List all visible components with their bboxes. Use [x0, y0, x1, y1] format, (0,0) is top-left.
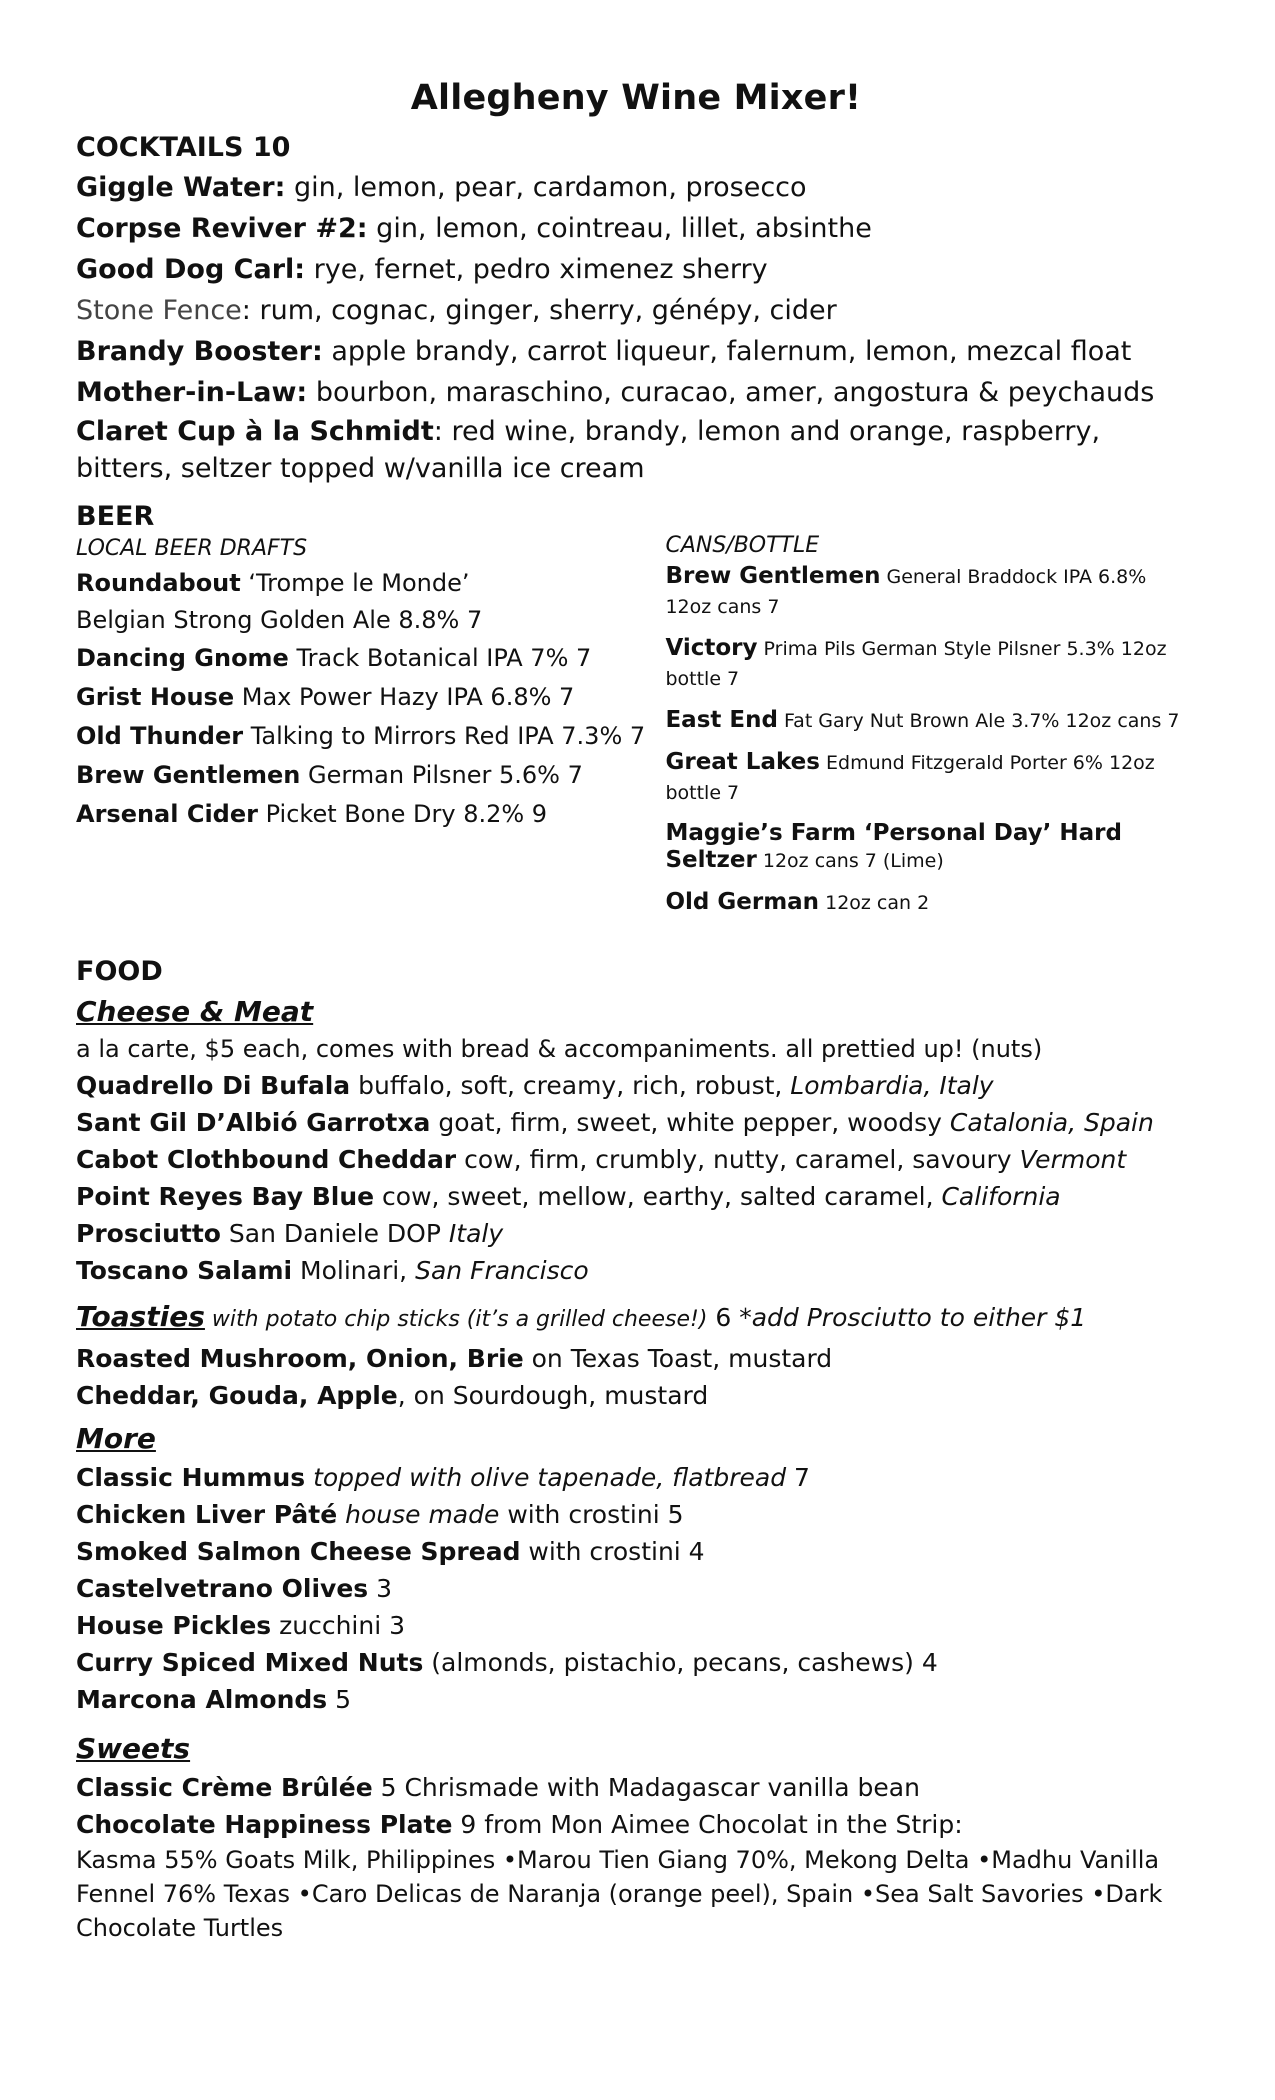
more-item: Classic Hummus topped with olive tapenade, flatbread 7 [76, 1463, 810, 1492]
food-heading: FOOD [76, 956, 163, 987]
more-heading: More [76, 1422, 156, 1455]
draft-item: Roundabout ‘Trompe le Monde’ Belgian Strong Golden Ale 8.8% 7 [76, 569, 483, 634]
more-item: Marcona Almonds 5 [76, 1685, 352, 1714]
toastie-item: Cheddar, Gouda, Apple, on Sourdough, mustard [76, 1381, 709, 1410]
beer-section [76, 501, 1196, 930]
food-section [76, 956, 1196, 1945]
cheese-heading: Cheese & Meat [76, 995, 314, 1028]
cheese-item: Quadrello Di Bufala buffalo, soft, creamy, rich, robust, Lombardia, Italy [76, 1071, 994, 1100]
can-item: Maggie’s Farm ‘Personal Day’ Hard Seltzer 12oz cans 7 (Lime) [665, 820, 1122, 873]
more-item: Smoked Salmon Cheese Spread with crostini 4 [76, 1537, 705, 1566]
draft-item: Brew Gentlemen German Pilsner 5.6% 7 [76, 761, 583, 789]
cocktail-item: Claret Cup à la Schmidt: red wine, brandy, lemon and orange, raspberry, bitters, seltzer topped w/vanilla ice cream [76, 416, 1101, 484]
more-item: Chicken Liver Pâté house made with crostini 5 [76, 1500, 684, 1529]
sweet-item: Classic Crème Brûlée 5 Chrismade with Madagascar vanilla bean [76, 1773, 920, 1802]
cocktails-section [76, 132, 1196, 487]
beer-heading: BEER [76, 501, 155, 532]
cocktails-heading: COCKTAILS 10 [76, 132, 291, 163]
menu-page [76, 78, 1196, 1945]
can-item: Victory Prima Pils German Style Pilsner 5.3% 12oz bottle 7 [665, 635, 1167, 690]
draft-item: Arsenal Cider Picket Bone Dry 8.2% 9 [76, 800, 548, 828]
cocktail-item: Giggle Water: gin, lemon, pear, cardamon, prosecco [76, 172, 807, 203]
more-item: Curry Spiced Mixed Nuts (almonds, pistachio, pecans, cashews) 4 [76, 1648, 938, 1677]
draft-item: Grist House Max Power Hazy IPA 6.8% 7 [76, 683, 575, 711]
sweet-item: Chocolate Happiness Plate 9 from Mon Aimee Chocolat in the Strip: [76, 1810, 963, 1839]
cheese-item: Cabot Clothbound Cheddar cow, firm, crumbly, nutty, caramel, savoury Vermont [76, 1145, 1127, 1174]
cocktail-item: Stone Fence: rum, cognac, ginger, sherry, génépy, cider [76, 295, 837, 326]
cocktail-item: Good Dog Carl: rye, fernet, pedro ximenez sherry [76, 254, 768, 285]
toasties-heading-line: Toasties with potato chip sticks (it’s a grilled cheese!) 6 *add Prosciutto to either $1 [76, 1300, 1087, 1333]
can-item: Old German 12oz can 2 [665, 889, 930, 915]
cans-heading: CANS/BOTTLE [665, 533, 820, 558]
drafts-heading: LOCAL BEER DRAFTS [76, 536, 308, 561]
beer-drafts-column [76, 501, 665, 930]
draft-item: Dancing Gnome Track Botanical IPA 7% 7 [76, 644, 592, 672]
more-item: House Pickles zucchini 3 [76, 1611, 406, 1640]
cocktail-item: Corpse Reviver #2: gin, lemon, cointreau, lillet, absinthe [76, 213, 872, 244]
can-item: Great Lakes Edmund Fitzgerald Porter 6% 12oz bottle 7 [665, 749, 1155, 804]
cheese-item: Point Reyes Bay Blue cow, sweet, mellow, earthy, salted caramel, California [76, 1182, 1061, 1211]
cheese-item: Sant Gil D’Albió Garrotxa goat, firm, sweet, white pepper, woodsy Catalonia, Spain [76, 1108, 1154, 1137]
sweets-heading: Sweets [76, 1732, 191, 1765]
more-item: Castelvetrano Olives 3 [76, 1574, 393, 1603]
can-item: Brew Gentlemen General Braddock IPA 6.8% 12oz cans 7 [665, 563, 1147, 618]
chocolate-list: Kasma 55% Goats Milk, Philippines •Marou Tien Giang 70%, Mekong Delta •Madhu Vanilla Fennel 76% Texas •Caro Delicas de Naranja (orange peel), Spain •Sea Salt Savories •Dark Chocolate Turtles [76, 1846, 1163, 1942]
draft-item: Old Thunder Talking to Mirrors Red IPA 7.3% 7 [76, 722, 646, 750]
beer-cans-column [665, 501, 1196, 930]
cocktail-item: Mother-in-Law: bourbon, maraschino, curacao, amer, angostura & peychauds [76, 377, 1155, 408]
cheese-item: Toscano Salami Molinari, San Francisco [76, 1256, 589, 1285]
cheese-item: Prosciutto San Daniele DOP Italy [76, 1219, 504, 1248]
cheese-intro: a la carte, $5 each, comes with bread & accompaniments. all prettied up! (nuts) [76, 1035, 1043, 1063]
menu-title: Allegheny Wine Mixer! [410, 78, 862, 118]
toastie-item: Roasted Mushroom, Onion, Brie on Texas Toast, mustard [76, 1344, 833, 1373]
can-item: East End Fat Gary Nut Brown Ale 3.7% 12oz cans 7 [665, 707, 1180, 733]
cocktail-item: Brandy Booster: apple brandy, carrot liqueur, falernum, lemon, mezcal float [76, 336, 1132, 367]
